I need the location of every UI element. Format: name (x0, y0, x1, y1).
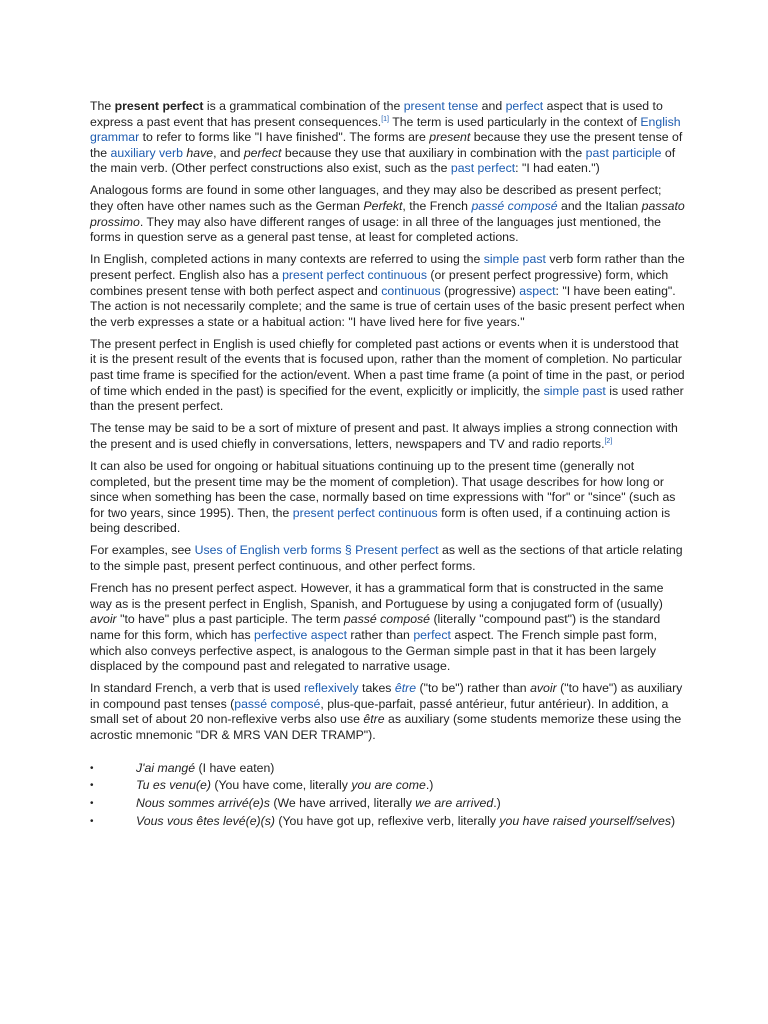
text-run: (We have arrived, literally (269, 796, 416, 811)
text-run: , and (213, 145, 244, 160)
paragraph (90, 337, 686, 415)
link-tre[interactable]: être (394, 681, 417, 696)
text-run: For examples, see (90, 543, 195, 558)
bullet-icon: • (90, 816, 94, 828)
link-continuous[interactable]: continuous (381, 283, 441, 298)
text-run: .) (425, 778, 434, 793)
link-past-participle[interactable]: past participle (585, 145, 662, 160)
list-item-text (136, 796, 501, 810)
text-run: to refer to forms like "I have finished". The forms are (139, 130, 430, 145)
paragraph (90, 183, 686, 245)
link-perfect[interactable]: perfect (505, 99, 544, 113)
text-run: It can also be used for ongoing or habitual situations continuing up to the present time (generally not completed, but the present time may be the moment of completion). That usage describes for how long or since when something has been the case, normally based on time expressions with "for" or "since" (such as for two years, since 1995). Then, the (90, 458, 676, 520)
citation-ref[interactable]: [2] (604, 437, 613, 445)
paragraph (90, 581, 686, 675)
text-run: French has no present perfect aspect. However, it has a grammatical form that is constructed in the same way as is the present perfect in English, Spanish, and Portuguese by using a conjugated form of (usually) (90, 581, 664, 611)
list-item (90, 761, 686, 777)
link-english-grammar[interactable]: English grammar (90, 114, 681, 145)
text-run: of the main verb. (Other perfect constructions also exist, such as the (90, 145, 676, 176)
italic-term: you are come (351, 778, 426, 793)
text-run: , the French (402, 199, 472, 214)
italic-term: être (363, 712, 385, 727)
text-run: : "I have been eating". The action is not necessarily complete; and the same is true of certain uses of the basic present perfect when the verb expresses a state or a habitual action: "I have lived here for five years." (90, 283, 685, 329)
paragraph (90, 421, 686, 452)
italic-term: Tu es venu(e) (136, 778, 211, 793)
text-run: The term is used particularly in the context of (389, 114, 641, 129)
text-run: In standard French, a verb that is used (90, 681, 304, 696)
italic-term: you have raised yourself/selves (499, 814, 671, 829)
link-reflexively[interactable]: reflexively (303, 681, 359, 696)
text-run: (progressive) (440, 283, 520, 298)
paragraph-list (90, 99, 686, 744)
italic-term: passé composé (343, 612, 431, 627)
text-run: . They may also have different ranges of usage: in all three of the languages just mentioned, the forms in question serve as a general past tense, at least for completed actions. (90, 214, 662, 245)
text-run: rather than (347, 627, 414, 642)
italic-term: we are arrived (415, 796, 494, 811)
link-present-perfect-continuous[interactable]: present perfect continuous (292, 505, 438, 520)
bold-term: present perfect (114, 99, 204, 113)
link-present-perfect-continuous[interactable]: present perfect continuous (282, 267, 428, 282)
text-run: as well as the sections of that article relating to the simple past, present perfect continuous, and other perfect forms. (90, 543, 683, 574)
bullet-icon: • (90, 780, 94, 792)
italic-term: present (429, 130, 471, 145)
text-run: The (90, 99, 115, 113)
text-run: .) (493, 796, 501, 811)
text-run: "to have" plus a past participle. The term (116, 612, 344, 627)
italic-term: Perfekt (363, 199, 403, 214)
text-run: : "I had eaten.") (515, 161, 600, 176)
text-run: The tense may be said to be a sort of mixture of present and past. It always implies a strong connection with the present and is used chiefly in conversations, letters, newspapers and TV and radio reports. (90, 421, 678, 451)
text-run: form is often used, if a continuing action is being described. (90, 505, 671, 536)
text-run: aspect that is used to express a past event that has present consequences. (90, 99, 663, 129)
text-run: (You have got up, reflexive verb, literally (274, 814, 500, 829)
text-run: (You have come, literally (210, 778, 352, 793)
italic-term: J'ai mangé (136, 760, 196, 775)
bullet-icon: • (90, 762, 94, 774)
paragraph (90, 99, 686, 177)
text-run: ("to have") as auxiliary in compound past tenses ( (90, 681, 683, 711)
list-item (90, 778, 686, 794)
article-body (90, 99, 686, 832)
text-run: is used rather than the present perfect. (90, 383, 684, 414)
paragraph (90, 543, 686, 574)
text-run: takes (358, 681, 395, 696)
list-item-text (136, 761, 274, 775)
link-pass-compos[interactable]: passé composé (234, 696, 321, 711)
example-list (90, 761, 686, 830)
link-past-perfect[interactable]: past perfect (450, 161, 516, 176)
link-perfect[interactable]: perfect (413, 627, 451, 642)
italic-term: avoir (90, 612, 117, 627)
link-aspect[interactable]: aspect (519, 283, 556, 298)
paragraph (90, 681, 686, 743)
text-run: (or present perfect progressive) form, which combines present tense with both perfect aspect and (90, 267, 669, 298)
italic-term: perfect (243, 145, 282, 160)
text-run: as auxiliary (some students memorize these using the acrostic mnemonic "DR & MRS VAN DER TRAMP"). (90, 712, 682, 742)
text-run: ("to be") rather than (416, 681, 531, 696)
list-item (90, 814, 686, 830)
italic-term: avoir (530, 681, 557, 696)
italic-term: have (186, 145, 214, 160)
italic-term: passato prossimo (90, 199, 685, 229)
link-pass-compos[interactable]: passé composé (471, 199, 558, 214)
text-run: , plus-que-parfait, passé antérieur, futur antérieur). In addition, a small set of about 20 non-reflexive verbs also use (90, 696, 669, 727)
text-run: ) (670, 814, 676, 829)
link-simple-past[interactable]: simple past (483, 252, 546, 267)
italic-term: Nous sommes arrivé(e)s (136, 796, 270, 811)
link-auxiliary-verb[interactable]: auxiliary verb (110, 145, 183, 160)
list-item-text (136, 814, 675, 828)
bullet-icon: • (90, 798, 94, 810)
text-run: because they use the present tense of the (90, 130, 683, 160)
link-simple-past[interactable]: simple past (543, 383, 606, 398)
text-run: and (478, 99, 506, 113)
text-run: is a grammatical combination of the (203, 99, 404, 113)
italic-term: Vous vous êtes levé(e)(s) (136, 814, 275, 829)
link-uses-of-english-verb-forms-present-perfe[interactable]: Uses of English verb forms § Present perfect (194, 543, 439, 558)
text-run: In English, completed actions in many contexts are referred to using the (90, 252, 484, 267)
text-run: (I have eaten) (195, 760, 275, 775)
text-run: aspect. The French simple past form, which also conveys perfective aspect, is analogous to the German simple past in that it has been largely displaced by the compound past and relegated to narrative usage. (90, 627, 658, 674)
text-run: (literally "compound past") is the standard name for this form, which has (90, 612, 661, 642)
text-run: Analogous forms are found in some other languages, and they may also be described as present perfect; they often have other names such as the German (90, 183, 662, 214)
list-item-text (136, 778, 433, 792)
paragraph (90, 252, 686, 330)
text-run: and the Italian (557, 199, 642, 214)
paragraph (90, 459, 686, 537)
link-perfective-aspect[interactable]: perfective aspect (254, 627, 347, 642)
citation-ref[interactable]: [1] (381, 115, 390, 123)
link-present-tense[interactable]: present tense (403, 99, 479, 113)
list-item (90, 796, 686, 812)
text-run: because they use that auxiliary in combination with the (281, 145, 586, 160)
text-run: verb form rather than the present perfect. English also has a (90, 252, 685, 282)
text-run: The present perfect in English is used chiefly for completed past actions or events when it is understood that it is the present result of the events that is focused upon, rather than the moment of completion. No particular past time frame is specified for the action/event. When a past time frame (a point of time in the past, or period of time which ended in the past) is specified for the event, explicitly or implicitly, the (90, 336, 685, 398)
